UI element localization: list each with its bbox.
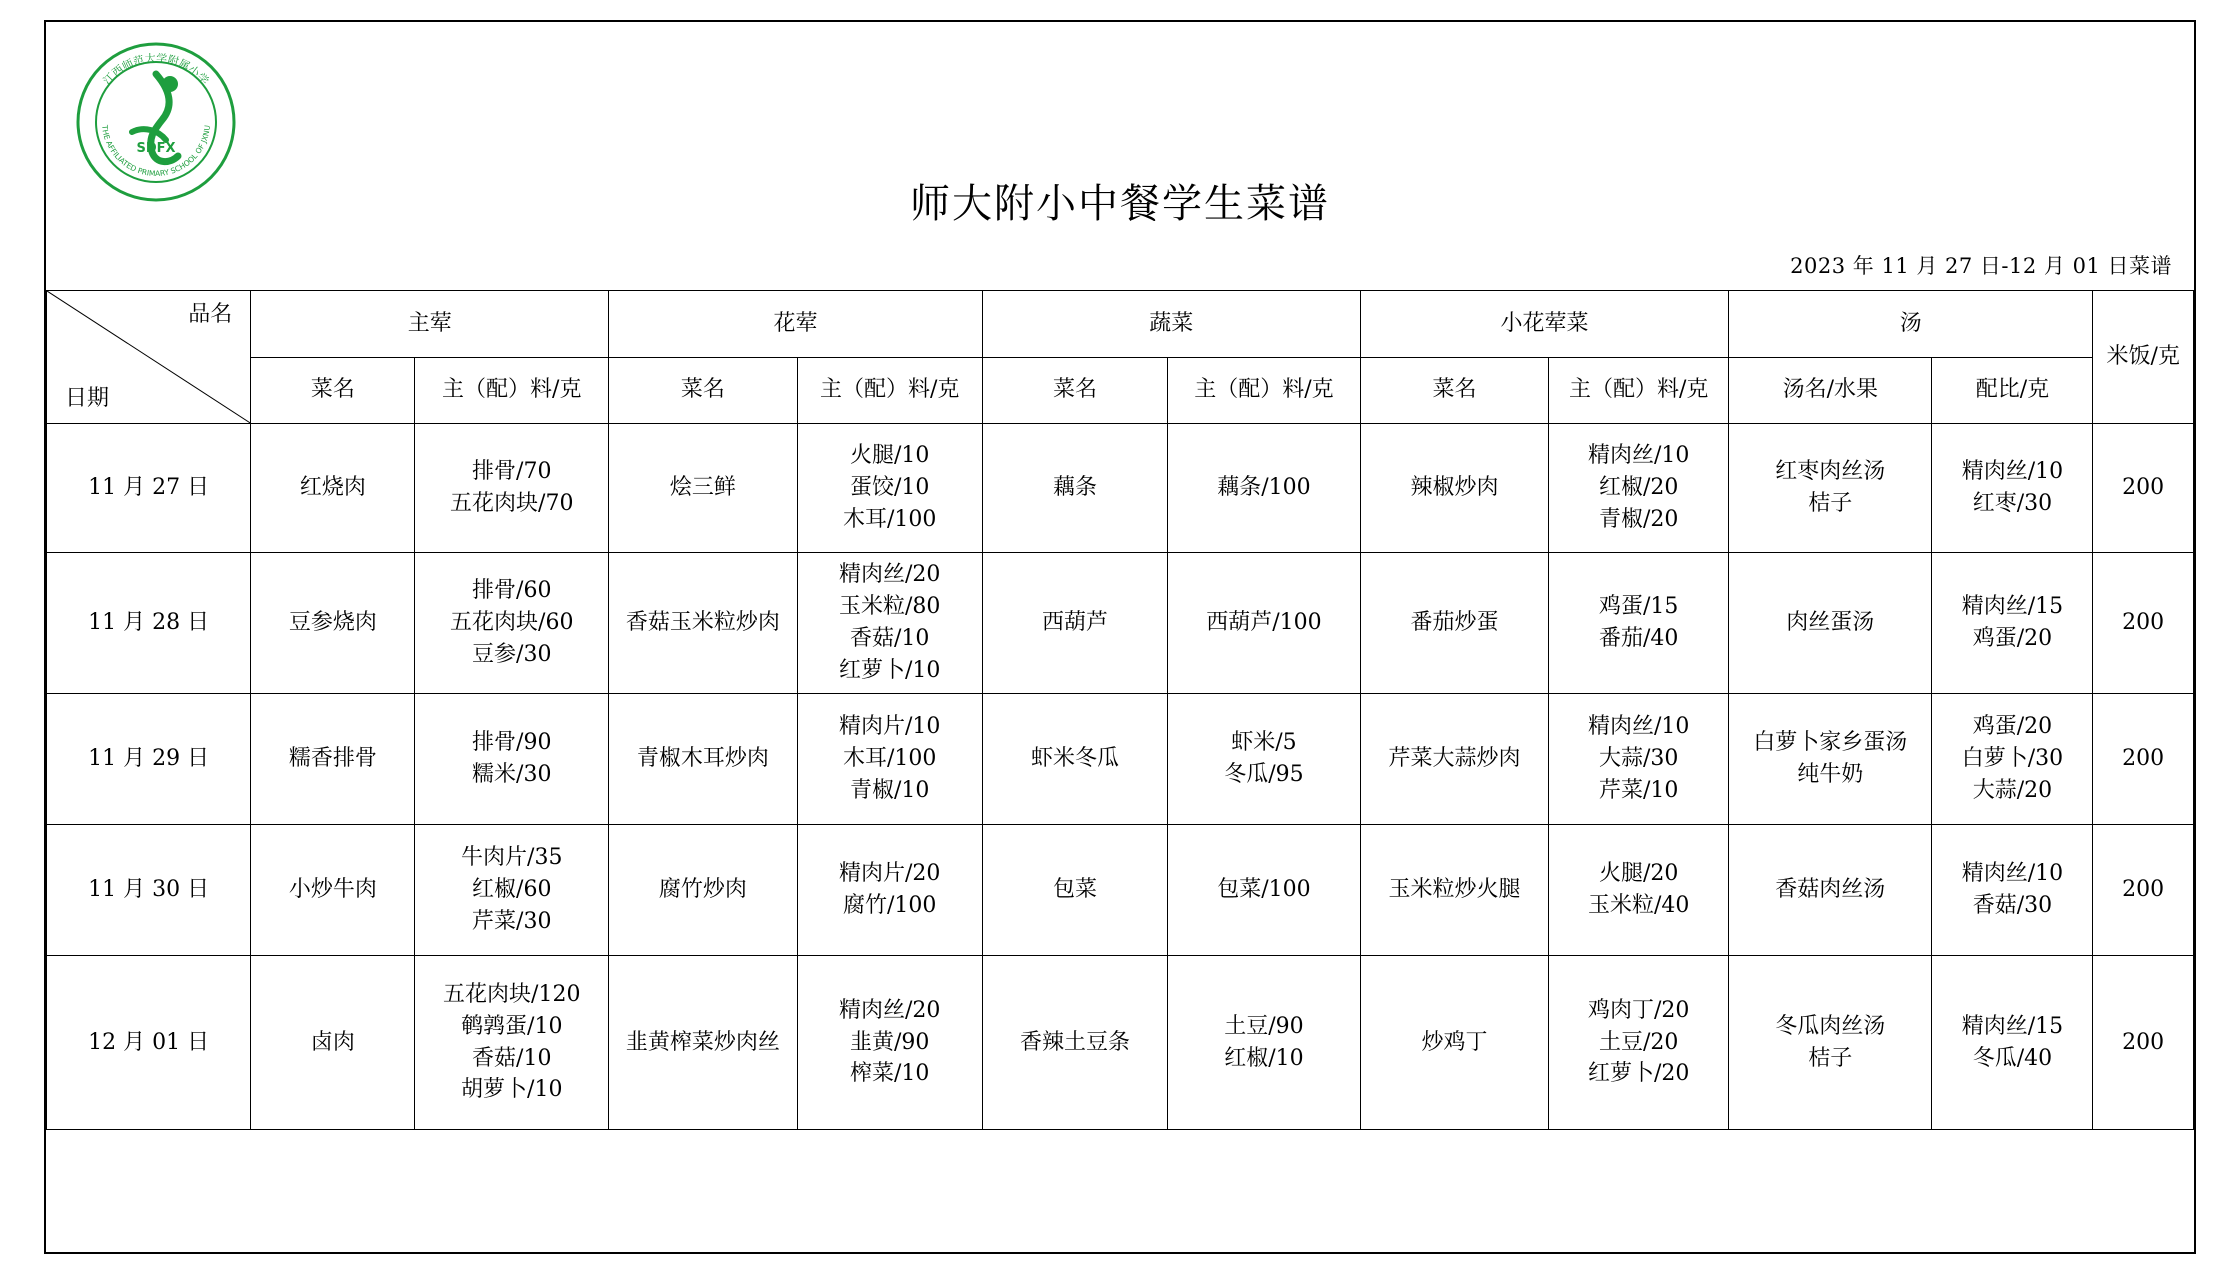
row-rice: 200 [2093,424,2194,553]
row-small-dish: 炒鸡丁 [1360,956,1548,1130]
row-date: 11 月 29 日 [47,694,251,825]
subheader-soup-name: 汤名/水果 [1729,357,1932,424]
row-mixed-dish: 烩三鲜 [609,424,797,553]
row-veg-dish: 西葫芦 [982,553,1167,694]
row-main-ing: 排骨/60 五花肉块/60 豆参/30 [415,553,609,694]
row-date: 11 月 27 日 [47,424,251,553]
row-soup-name: 冬瓜肉丝汤 桔子 [1729,956,1932,1130]
row-small-ing: 火腿/20 玉米粒/40 [1549,825,1729,956]
row-date: 11 月 28 日 [47,553,251,694]
row-main-dish: 小炒牛肉 [251,825,415,956]
corner-label-category: 品名 [188,302,233,327]
row-soup-ing: 精肉丝/15 鸡蛋/20 [1932,553,2093,694]
row-main-ing: 排骨/90 糯米/30 [415,694,609,825]
row-soup-name: 红枣肉丝汤 桔子 [1729,424,1932,553]
row-veg-ing: 包菜/100 [1168,825,1361,956]
row-veg-ing: 虾米/5 冬瓜/95 [1168,694,1361,825]
page-title: 师大附小中餐学生菜谱 [910,181,1330,227]
row-soup-name: 肉丝蛋汤 [1729,553,1932,694]
row-veg-dish: 藕条 [982,424,1167,553]
row-mixed-dish: 香菇玉米粒炒肉 [609,553,797,694]
row-main-dish: 豆参烧肉 [251,553,415,694]
group-header-vegetable: 蔬菜 [982,291,1360,358]
header-zone [46,22,2194,277]
table-row [47,424,2194,553]
row-main-dish: 红烧肉 [251,424,415,553]
subheader-veg-ing: 主（配）料/克 [1168,357,1361,424]
group-header-small-meat: 小花荤菜 [1360,291,1728,358]
row-soup-ing: 精肉丝/15 冬瓜/40 [1932,956,2093,1130]
row-main-dish: 糯香排骨 [251,694,415,825]
subheader-main-dish: 菜名 [251,357,415,424]
row-mixed-ing: 精肉片/20 腐竹/100 [797,825,982,956]
menu-table-body [47,424,2194,1130]
svg-text:SDFX: SDFX [136,141,176,156]
menu-sheet [44,20,2196,1254]
row-veg-dish: 虾米冬瓜 [982,694,1167,825]
header-row-subs [47,357,2194,424]
row-rice: 200 [2093,825,2194,956]
row-main-dish: 卤肉 [251,956,415,1130]
table-row [47,825,2194,956]
row-small-ing: 鸡肉丁/20 土豆/20 红萝卜/20 [1549,956,1729,1130]
table-row [47,694,2194,825]
row-rice: 200 [2093,956,2194,1130]
row-mixed-ing: 精肉丝/20 韭黄/90 榨菜/10 [797,956,982,1130]
header-row-groups [47,291,2194,358]
svg-text:江西师范大学附属小学: 江西师范大学附属小学 [100,51,212,88]
row-soup-ing: 精肉丝/10 香菇/30 [1932,825,2093,956]
row-rice: 200 [2093,694,2194,825]
subheader-soup-ratio: 配比/克 [1932,357,2093,424]
subheader-main-ing: 主（配）料/克 [415,357,609,424]
row-mixed-dish: 韭黄榨菜炒肉丝 [609,956,797,1130]
row-veg-dish: 香辣土豆条 [982,956,1167,1130]
row-main-ing: 五花肉块/120 鹌鹑蛋/10 香菇/10 胡萝卜/10 [415,956,609,1130]
row-veg-ing: 土豆/90 红椒/10 [1168,956,1361,1130]
menu-table [46,290,2194,1130]
row-mixed-ing: 火腿/10 蛋饺/10 木耳/100 [797,424,982,553]
row-rice: 200 [2093,553,2194,694]
group-header-main-meat: 主荤 [251,291,609,358]
corner-header-cell [47,291,251,424]
subheader-mixed-ing: 主（配）料/克 [797,357,982,424]
row-soup-ing: 精肉丝/10 红枣/30 [1932,424,2093,553]
subheader-small-dish: 菜名 [1360,357,1548,424]
row-date: 12 月 01 日 [47,956,251,1130]
row-small-ing: 精肉丝/10 大蒜/30 芹菜/10 [1549,694,1729,825]
row-main-ing: 排骨/70 五花肉块/70 [415,424,609,553]
table-row [47,956,2194,1130]
row-small-dish: 玉米粒炒火腿 [1360,825,1548,956]
subheader-mixed-dish: 菜名 [609,357,797,424]
svg-text:THE AFFILIATED PRIMARY SCHOOL: THE AFFILIATED PRIMARY SCHOOL OF JXNU [100,124,212,179]
group-header-soup: 汤 [1729,291,2093,358]
row-veg-dish: 包菜 [982,825,1167,956]
row-soup-name: 香菇肉丝汤 [1729,825,1932,956]
corner-label-date: 日期 [65,386,110,412]
row-veg-ing: 西葫芦/100 [1168,553,1361,694]
subheader-small-ing: 主（配）料/克 [1549,357,1729,424]
row-soup-name: 白萝卜家乡蛋汤 纯牛奶 [1729,694,1932,825]
group-header-rice: 米饭/克 [2093,291,2194,424]
row-small-dish: 辣椒炒肉 [1360,424,1548,553]
row-date: 11 月 30 日 [47,825,251,956]
row-small-ing: 鸡蛋/15 番茄/40 [1549,553,1729,694]
row-veg-ing: 藕条/100 [1168,424,1361,553]
date-range-label: 2023 年 11 月 27 日-12 月 01 日菜谱 [1790,254,2172,278]
row-small-dish: 芹菜大蒜炒肉 [1360,694,1548,825]
row-soup-ing: 鸡蛋/20 白萝卜/30 大蒜/20 [1932,694,2093,825]
row-main-ing: 牛肉片/35 红椒/60 芹菜/30 [415,825,609,956]
row-small-ing: 精肉丝/10 红椒/20 青椒/20 [1549,424,1729,553]
subheader-veg-dish: 菜名 [982,357,1167,424]
row-mixed-dish: 腐竹炒肉 [609,825,797,956]
table-row [47,553,2194,694]
row-mixed-ing: 精肉丝/20 玉米粒/80 香菇/10 红萝卜/10 [797,553,982,694]
row-mixed-dish: 青椒木耳炒肉 [609,694,797,825]
group-header-mixed-meat: 花荤 [609,291,983,358]
row-mixed-ing: 精肉片/10 木耳/100 青椒/10 [797,694,982,825]
row-small-dish: 番茄炒蛋 [1360,553,1548,694]
